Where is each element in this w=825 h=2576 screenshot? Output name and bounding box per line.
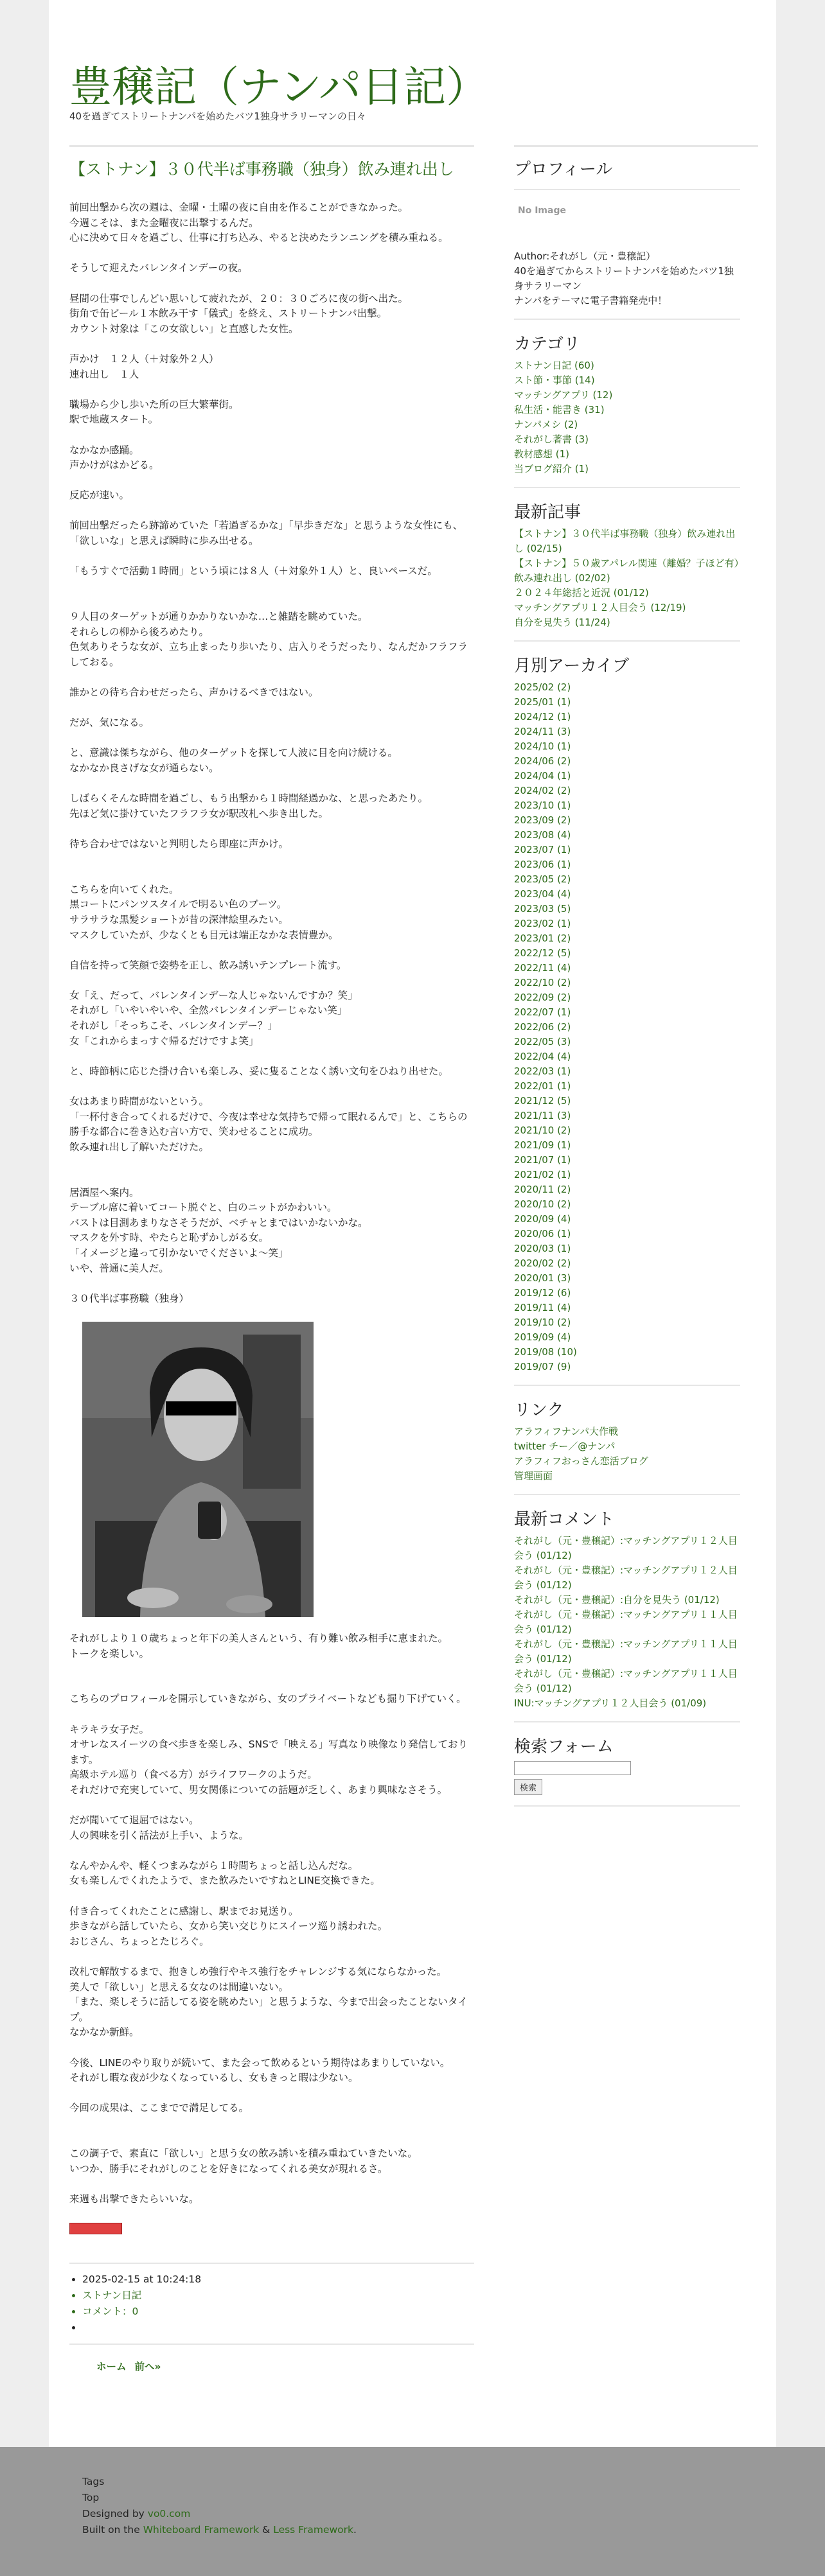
divider [514,1385,740,1386]
ranking-banner[interactable] [69,2223,122,2234]
footer-content [82,2474,357,2538]
whiteboard-link[interactable]: Whiteboard Framework [143,2524,260,2536]
footer [0,2447,825,2576]
category-item[interactable]: それがし著書 (3) [514,434,589,445]
recent-post-item[interactable]: ２０２４年総括と近況 (01/12) [514,587,649,599]
archive-item[interactable]: 2020/02 (2) [514,1257,571,1269]
header-divider-main [69,145,474,147]
post-body-bottom [69,1631,474,2207]
body-paragraph: 誰かとの待ち合わせだったら、声かけるべきではない。 [69,687,319,698]
built-amp: & [259,2524,274,2536]
footer-tags: Tags [82,2476,105,2487]
post-meta [69,2272,474,2336]
comments-list [514,1534,740,1711]
comment-item[interactable]: それがし（元・豊穣記）:マッチングアプリ１１人目会う (01/12) [514,1668,738,1694]
site-tagline: 40を過ぎてストリートナンパを始めたバツ1独身サラリーマンの日々 [69,110,366,122]
sidebar [514,159,740,1821]
post-category-link[interactable]: • ストナン日記 [82,2288,474,2304]
archive-item[interactable]: 2022/01 (1) [514,1080,571,1092]
post-body-top [69,200,474,1306]
archive-list [514,680,740,1374]
search-input[interactable] [514,1761,631,1775]
header-divider-sidebar [514,145,758,147]
recent-list [514,527,740,630]
archive-item[interactable]: 2023/01 (2) [514,933,571,944]
archive-item[interactable]: 2022/12 (5) [514,947,571,959]
archive-item[interactable]: 2023/08 (4) [514,829,571,841]
archive-item[interactable]: 2023/02 (1) [514,918,571,929]
designer-link[interactable]: vo0.com [147,2508,191,2519]
body-paragraph: 前回出撃から次の週は、金曜・土曜の夜に自由を作ることができなかった。 今週こそは、また金曜夜に出撃するんだ。 心に決めて日々を過ごし、仕事に打ち込み、やると決めたランニングを積み重ねる。 [69,202,448,244]
archive-item[interactable]: 2020/09 (4) [514,1213,571,1225]
body-paragraph: と、時節柄に応じた掛け合いも楽しみ、妥に隻ることなく誘い文句をひねり出せた。 [69,1065,448,1077]
archive-item[interactable]: 2023/09 (2) [514,814,571,826]
footer-top-link[interactable]: Top [82,2492,100,2503]
archive-item[interactable]: 2023/03 (5) [514,903,571,915]
footer-built [82,2522,357,2538]
body-paragraph: 職場から少し歩いた所の巨大繁華街。 駅で地蔵スタート。 [69,398,239,426]
archive-item[interactable]: 2023/06 (1) [514,859,571,870]
post-title[interactable]: 【ストナン】３０代半ば事務職（独身）飲み連れ出し [69,160,454,179]
post-photo [82,1322,314,1617]
archive-item[interactable]: 2021/09 (1) [514,1139,571,1151]
body-paragraph: しばらくそんな時間を過ごし、もう出撃から１時間経過かな、と思ったあたり。 先ほど気に掛けていたフラフラ女が駅改札へ歩き出した。 [69,793,429,819]
body-paragraph: なかなか感踊。 声かけがはかどる。 [69,444,159,471]
archive-item[interactable]: 2020/06 (1) [514,1228,571,1240]
archive-item[interactable]: 2024/11 (3) [514,726,571,737]
comment-item[interactable]: それがし（元・豊穣記）:マッチングアプリ１１人目会う (01/12) [514,1609,738,1635]
archive-item[interactable]: 2021/12 (5) [514,1095,571,1107]
body-paragraph: 声かけ １２人（＋対象外２人） 連れ出し １人 [69,353,219,380]
body-paragraph: 自信を持って笑顔で姿勢を正し、飲み誘いテンプレート流す。 [69,959,347,971]
nav-divider [69,2344,474,2345]
comment-item[interactable]: それがし（元・豊穣記）:マッチングアプリ１２人目会う (01/12) [514,1564,738,1591]
category-item[interactable]: 私生活・能書き (31) [514,404,605,416]
body-paragraph: と、意識は傑ちながら、他のターゲットを探して人波に目を向け続ける。 なかなか良さげな女が通らない。 [69,747,398,774]
recent-post-item[interactable]: 自分を見失う (11/24) [514,617,610,628]
less-link[interactable]: Less Framework [273,2524,353,2536]
body-paragraph: だが聞いてて退屈ではない。 人の興味を引く話法が上手い、ような。 [69,1814,249,1841]
archive-item[interactable]: 2023/07 (1) [514,844,571,855]
link-item[interactable]: twitter チー／@ナンパ [514,1441,616,1452]
body-paragraph: だが、気になる。 [69,717,150,729]
links-heading: リンク [514,1401,564,1420]
prev-link[interactable]: 前へ» [134,2360,161,2372]
body-paragraph: 今後、LINEのやり取りが続いて、また会って飲めるという期待はあまりしていない。 それがし暇な夜が少なくなっているし、女もきっと暇は少ない。 [69,2056,450,2084]
link-item[interactable]: 管理画面 [514,1470,553,1482]
body-paragraph: 女はあまり時間がないという。 「一杯付き合ってくれるだけで、今夜は幸せな気持ちで帰って眠れるんで」と、こちらの勝手な都合に巻き込む言い方で、笑わせることに成功。 飲み連れ出し了解いただけた。 [69,1096,468,1153]
post-datetime: • 2025-02-15 at 10:24:18 [82,2272,474,2288]
profile-description: 40を過ぎてからストリートナンパを始めたバツ1独身サラリーマン ナンパをテーマに電子書籍発売中！ [514,265,734,306]
category-item[interactable]: 教材感想 (1) [514,448,570,460]
archive-item[interactable]: 2024/04 (1) [514,770,571,782]
archive-item[interactable]: 2020/03 (1) [514,1243,571,1254]
divider [514,1805,740,1807]
recent-post-item[interactable]: 【ストナン】５０歳アパレル関連（離婚？子ほど有）飲み連れ出し (02/02) [514,557,740,584]
archive-item[interactable]: 2021/11 (3) [514,1110,571,1121]
archive-heading: 月別アーカイブ [514,656,630,676]
divider [514,487,740,488]
archive-item[interactable]: 2019/10 (2) [514,1317,571,1328]
link-item[interactable]: アラフィフおっさん恋活ブログ [514,1455,648,1467]
archive-item[interactable]: 2023/04 (4) [514,888,571,900]
links-list [514,1424,740,1484]
profile-divider [514,189,740,190]
body-paragraph: 反応が速い。 [69,489,130,502]
archive-item[interactable]: 2024/06 (2) [514,755,571,767]
recent-post-item[interactable]: マッチングアプリ１２人目会う (12/19) [514,602,686,613]
photo-illustration [82,1322,314,1617]
category-list [514,358,740,477]
divider [514,1721,740,1722]
archive-item[interactable]: 2022/09 (2) [514,992,571,1003]
body-paragraph: そうして迎えたバレンタインデーの夜。 [69,262,248,274]
body-paragraph: それがしより１０歳ちょっと年下の美人さんという、有り難い飲み相手に恵まれた。 トークを楽しい。 [69,1632,448,1660]
comment-item[interactable]: それがし（元・豊穣記）:マッチングアプリ１２人目会う (01/12) [514,1535,738,1561]
archive-item[interactable]: 2023/10 (1) [514,800,571,811]
archive-item[interactable]: 2019/09 (4) [514,1331,571,1343]
body-paragraph: こちらを向いてくれた。 黒コートにパンツスタイルで明るい色のブーツ。 サラサラな黒髪ショートが昔の深津絵里みたい。 マスクしていたが、少なくとも目元は端正なかな表情豊か。 [69,883,339,941]
comments-heading: 最新コメント [514,1510,615,1529]
built-end: . [353,2524,357,2536]
body-paragraph: 改札で解散するまで、抱きしめ強行やキス強行をチャレンジする気にならなかった。 美人で「欲しい」と思える女なのは間違いない。 「また、楽しそうに話してる姿を眺めたい」と思うような、今まで出会ったことないタイプ。 なかなか新鮮。 [69,1966,468,2038]
archive-item[interactable]: 2022/07 (1) [514,1006,571,1018]
archive-item[interactable]: 2019/12 (6) [514,1287,571,1299]
body-paragraph: 来週も出撃できたらいいな。 [69,2193,199,2205]
archive-item[interactable]: 2022/11 (4) [514,962,571,974]
comment-item[interactable]: それがし（元・豊穣記）:マッチングアプリ１１人目会う (01/12) [514,1638,738,1665]
body-paragraph: 前回出撃だったら跡諦めていた「若過ぎるかな」「早歩きだな」と思うような女性にも、「欲しいな」と思えば瞬時に歩み出せる。 [69,520,463,547]
archive-item[interactable]: 2020/11 (2) [514,1184,571,1195]
body-paragraph: 昼間の仕事でしんどい思いして疲れたが、２０：３０ごろに夜の街へ出た。 街角で缶ビール１本飲み干す「儀式」を終え、ストリートナンパ出撃。 カウント対象は「この女欲しい」と直感した女性。 [69,292,409,335]
body-paragraph: こちらのプロフィールを開示していきながら、女のプライベートなども掘り下げていく。 [69,1693,466,1705]
profile-image-placeholder: No Image [518,206,566,216]
footer-designed [82,2506,357,2522]
built-prefix: Built on the [82,2524,143,2536]
archive-item[interactable]: 2024/10 (1) [514,740,571,752]
body-paragraph: 居酒屋へ案内。 テーブル席に着いてコート脱ぐと、白のニットがかわいい。 バストは目測あまりなさそうだが、ベチャとまではいかないかな。 マスクを外す時、やたらと恥ずかしがる女。 「イメージと違って引かないでくださいよ〜笑」 いや、普通に美人だ。 [69,1186,368,1274]
archive-item[interactable]: 2022/05 (3) [514,1036,571,1047]
body-paragraph: この調子で、素直に「欲しい」と思う女の飲み誘いを積み重ねていきたいな。 いつか、勝手にそれがしのことを好きになってくれる美女が現れるさ。 [69,2148,418,2175]
archive-item[interactable]: 2020/01 (3) [514,1272,571,1284]
archive-item[interactable]: 2019/07 (9) [514,1361,571,1372]
body-paragraph: ９人目のターゲットが通りかかりないかな…と雑踏を眺めていた。 それらしの柳から後ろめたり。 色気ありそうな女が、立ち止まったり歩いたり、店入りそうだったり、なんだかフラフラしておる。 [69,611,468,668]
archive-item[interactable]: 2020/10 (2) [514,1198,571,1210]
category-item[interactable]: ナンパメシ (2) [514,419,578,430]
comment-item[interactable]: INU:マッチングアプリ１２人目会う (01/09) [514,1697,707,1709]
body-paragraph: 今回の成果は、ここまでで満足してる。 [69,2102,249,2114]
divider [514,1494,740,1495]
archive-item[interactable]: 2019/11 (4) [514,1302,571,1313]
archive-item[interactable]: 2021/07 (1) [514,1154,571,1166]
category-heading: カテゴリ [514,335,580,354]
body-paragraph: キラキラ女子だ。 オサレなスイーツの食べ歩きを楽しみ、SNSで「映える」写真なり映像なり発信しております。 高級ホテル巡り（食べる方）がライフワークのようだ。 それだけで充実していて、男女関係についての話題が乏しく、あまり興味なさそう。 [69,1723,468,1796]
body-paragraph: 女「え、だって、バレンタインデーな人じゃないんですか？笑」 それがし「いやいやいや、全然バレンタインデーじゃない笑」 それがし「そっちこそ、バレンタインデー？」 女「これからまっすぐ帰るだけですよ笑」 [69,989,358,1047]
recent-heading: 最新記事 [514,503,581,522]
search-button[interactable]: 検索 [514,1779,542,1795]
body-paragraph: 待ち合わせではないと判明したら即座に声かけ。 [69,837,289,850]
archive-item[interactable]: 2024/02 (2) [514,785,571,796]
article [69,159,474,2373]
category-item[interactable]: スト節・事節 (14) [514,374,595,386]
archive-item[interactable]: 2025/02 (2) [514,681,571,693]
recent-post-item[interactable]: 【ストナン】３０代半ば事務職（独身）飲み連れ出し (02/15) [514,528,736,554]
home-link[interactable]: ホーム [96,2360,127,2372]
archive-item[interactable]: 2022/03 (1) [514,1065,571,1077]
link-item[interactable]: アラフィフナンパ大作戦 [514,1426,619,1437]
body-paragraph: 「もうすぐで活動１時間」という頃には８人（＋対象外１人）と、良いペースだ。 [69,565,438,577]
archive-item[interactable]: 2024/12 (1) [514,711,571,723]
site-title[interactable]: 豊穣記（ナンパ日記） [69,62,489,112]
designed-prefix: Designed by [82,2508,148,2519]
archive-item[interactable]: 2023/05 (2) [514,873,571,885]
search-heading: 検索フォーム [514,1737,614,1757]
category-item[interactable]: マッチングアプリ (12) [514,389,613,401]
archive-item[interactable]: 2022/04 (4) [514,1051,571,1062]
comment-item[interactable]: それがし（元・豊穣記）:自分を見失う (01/12) [514,1594,720,1606]
category-item[interactable]: 当ブログ紹介 (1) [514,463,589,475]
body-paragraph: なんやかんや、軽くつまみながら１時間ちょっと話し込んだな。 女も楽しんでくれたようで、また飲みたいですねとLINE交換できた。 [69,1859,380,1887]
profile-author: Author:それがし（元・豊穣記） [514,250,656,262]
archive-item[interactable]: 2022/10 (2) [514,977,571,988]
divider [514,640,740,642]
archive-item[interactable]: 2025/01 (1) [514,696,571,708]
body-paragraph: ３０代半ば事務職（独身） [69,1292,190,1304]
category-item[interactable]: ストナン日記 (60) [514,360,594,371]
divider [514,319,740,320]
post-comments-link[interactable]: • コメント：0 [82,2304,474,2320]
post-nav [69,2359,474,2373]
post-meta-empty [82,2320,474,2336]
meta-divider [69,2263,474,2264]
profile-heading: プロフィール [514,160,613,179]
archive-item[interactable]: 2022/06 (2) [514,1021,571,1033]
archive-item[interactable]: 2021/02 (1) [514,1169,571,1180]
archive-item[interactable]: 2021/10 (2) [514,1125,571,1136]
body-paragraph: 付き合ってくれたことに感謝し、駅までお見送り。 歩きながら話していたら、女から笑い交じりにスイーツ巡り誘われた。 おじさん、ちょっとたじろぐ。 [69,1905,388,1947]
archive-item[interactable]: 2019/08 (10) [514,1346,577,1358]
